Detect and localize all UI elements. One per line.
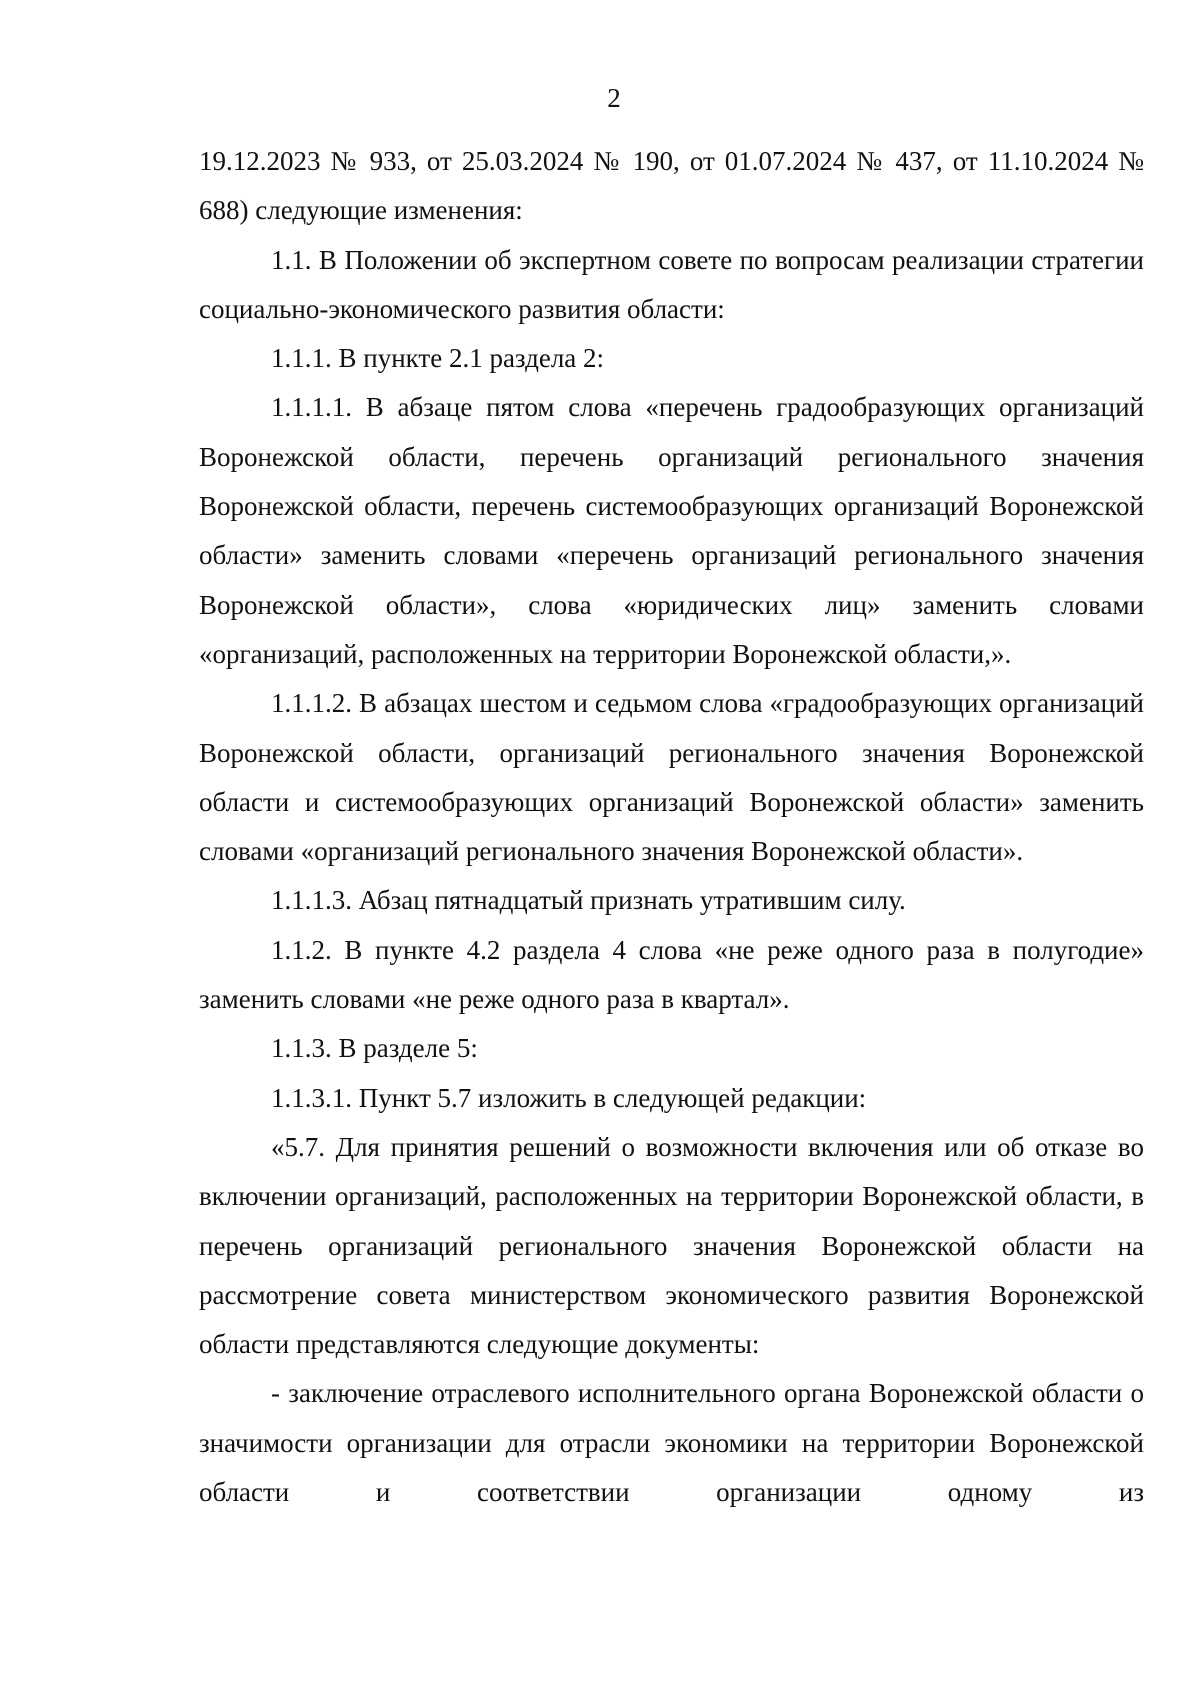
paragraph-list-item-conclusion: - заключение отраслевого исполнительного органа Воронежской области о значимости организации для отрасли экономики на территории Воронежской области и соответствии организации одному из xyxy=(199,1378,1144,1508)
paragraph-1-1-1: 1.1.1. В пункте 2.1 раздела 2: xyxy=(271,343,605,374)
document-body xyxy=(199,137,1144,1517)
page-number: 2 xyxy=(607,83,621,113)
paragraph-1-1-3-1: 1.1.3.1. Пункт 5.7 изложить в следующей редакции: xyxy=(271,1082,867,1113)
paragraph-1-1-1-2: 1.1.1.2. В абзацах шестом и седьмом слова «градообразующих организаций Воронежской области, организаций регионального значения Воронежской области и системообразующих организаций Воронежской области» заменить словами «организаций регионального значения Воронежской области». xyxy=(199,688,1144,867)
paragraph-5-7: «5.7. Для принятия решений о возможности включения или об отказе во включении организаций, расположенных на территории Воронежской области, в перечень организаций регионального значения Воронежской области на рассмотрение совета министерством экономического развития Воронежской области представляются следующие документы: xyxy=(199,1131,1144,1360)
paragraph-amendment-list-end: 19.12.2023 № 933, от 25.03.2024 № 190, от 01.07.2024 № 437, от 11.10.2024 № 688) следующие изменения: xyxy=(199,146,1144,226)
paragraph-1-1-1-1: 1.1.1.1. В абзаце пятом слова «перечень градообразующих организаций Воронежской области, перечень организаций регионального значения Воронежской области, перечень системообразующих организаций Воронежской области» заменить словами «перечень организаций регионального значения Воронежской области», слова «юридических лиц» заменить словами «организаций, расположенных на территории Воронежской области,». xyxy=(199,392,1144,669)
paragraph-1-1-1-3: 1.1.1.3. Абзац пятнадцатый признать утратившим силу. xyxy=(271,885,906,916)
paragraph-1-1-2: 1.1.2. В пункте 4.2 раздела 4 слова «не реже одного раза в полугодие» заменить словами «не реже одного раза в квартал». xyxy=(199,934,1144,1015)
paragraph-1-1-3: 1.1.3. В разделе 5: xyxy=(271,1033,478,1064)
paragraph-1-1: 1.1. В Положении об экспертном совете по вопросам реализации стратегии социально-экономического развития области: xyxy=(199,244,1144,324)
